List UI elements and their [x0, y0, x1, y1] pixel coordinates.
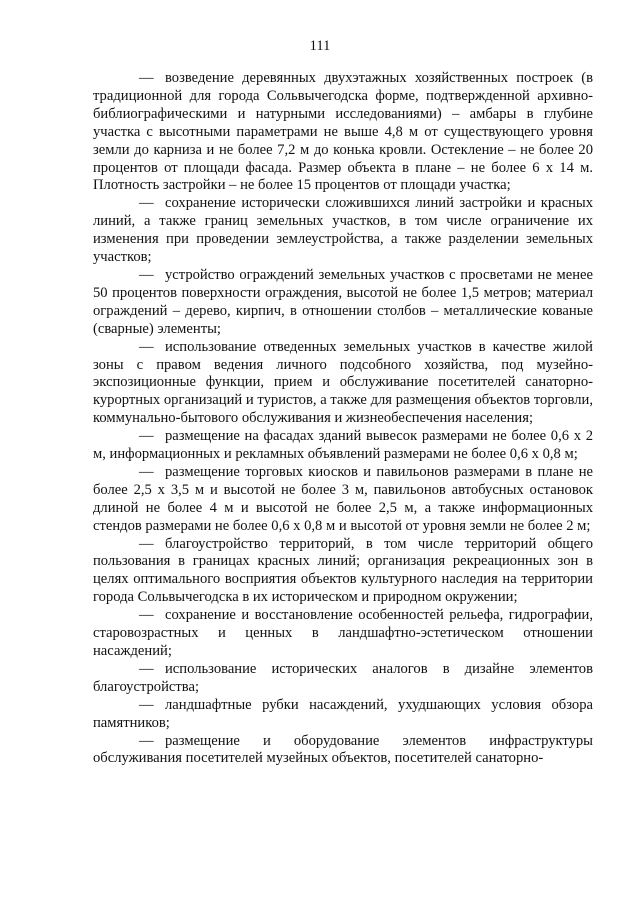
list-item: [93, 536, 593, 608]
list-item: [93, 267, 593, 339]
list-dash: —: [139, 660, 154, 677]
list-item: [93, 195, 593, 267]
list-dash: —: [139, 535, 154, 552]
list-item: [93, 733, 593, 769]
list-dash: —: [139, 338, 154, 355]
list-item-text: благоустройство территорий, в том числе территорий общего пользования в границах красных линий; организация рекреационных зон в целях оптимального восприятия объектов культурного наследия на территории города Сольвычегодска в их историческом и природном окружении;: [93, 535, 593, 606]
page-number: 111: [309, 38, 331, 54]
list-item-text: сохранение исторически сложившихся линий застройки и красных линий, а также границ земельных участков, в том числе ограничение их изменения при проведении землеустройства, а также разделении земельных участков;: [93, 195, 593, 266]
list-dash: —: [139, 463, 154, 480]
list-item: [93, 339, 593, 429]
list-item-text: размещение на фасадах зданий вывесок размерами не более 0,6 х 2 м, информационных и рекламных объявлений размерами не более 0,6 х 0,8 м;: [93, 428, 593, 463]
list-item: [93, 70, 593, 195]
list-dash: —: [139, 428, 154, 445]
list-item-text: использование отведенных земельных участков в качестве жилой зоны с правом ведения личного подсобного хозяйства, под музейно-экспозиционные функции, прием и обслуживание посетителей санаторно-курортных организаций и туристов, а также для размещения объектов торговли, коммунально-бытового обслуживания и жизнеобеспечения населения;: [93, 338, 593, 427]
document-body: [93, 70, 593, 768]
list-item-text: размещение и оборудование элементов инфраструктуры обслуживания посетителей музейных объектов, посетителей санаторно-: [93, 732, 593, 767]
list-item-text: устройство ограждений земельных участков с просветами не менее 50 процентов поверхности ограждения, высотой не более 1,5 метров; материал ограждений – дерево, кирпич, в отношении столбов – металлические кованые (сварные) элементы;: [93, 266, 593, 337]
list-item: [93, 697, 593, 733]
list-dash: —: [139, 732, 154, 749]
list-dash: —: [139, 607, 154, 624]
list-dash: —: [139, 195, 154, 212]
list-item-text: использование исторических аналогов в дизайне элементов благоустройства;: [93, 660, 593, 695]
list-item-text: размещение торговых киосков и павильонов размерами в плане не более 2,5 х 3,5 м и высотой не более 3 м, павильонов автобусных остановок длиной не более 4 м и высотой не более 2,5 м, а также информационных стендов размерами не более 0,6 х 0,8 м и высотой от уровня земли не более 2 м;: [93, 463, 593, 534]
list-item-text: возведение деревянных двухэтажных хозяйственных построек (в традиционной для города Сольвычегодска форме, подтвержденной архивно-библиографическими и натурными исследованиями) – амбары в глубине участка с высотными параметрами не выше 4,8 м от существующего уровня земли до карниза и не более 7,2 м до конька кровли. Остекление – не более 20 процентов от площади фасада. Размер объекта в плане – не более 6 х 14 м. Плотность застройки – не более 15 процентов от площади участка;: [93, 70, 593, 194]
list-dash: —: [139, 266, 154, 283]
list-item: [93, 661, 593, 697]
list-dash: —: [139, 696, 154, 713]
list-item: [93, 464, 593, 536]
list-item: [93, 607, 593, 661]
list-item: [93, 428, 593, 464]
list-item-text: сохранение и восстановление особенностей рельефа, гидрографии, старовозрастных и ценных в ландшафтно-эстетическом отношении насаждений;: [93, 607, 593, 659]
list-item-text: ландшафтные рубки насаждений, ухудшающих условия обзора памятников;: [93, 696, 593, 731]
list-dash: —: [139, 70, 154, 86]
